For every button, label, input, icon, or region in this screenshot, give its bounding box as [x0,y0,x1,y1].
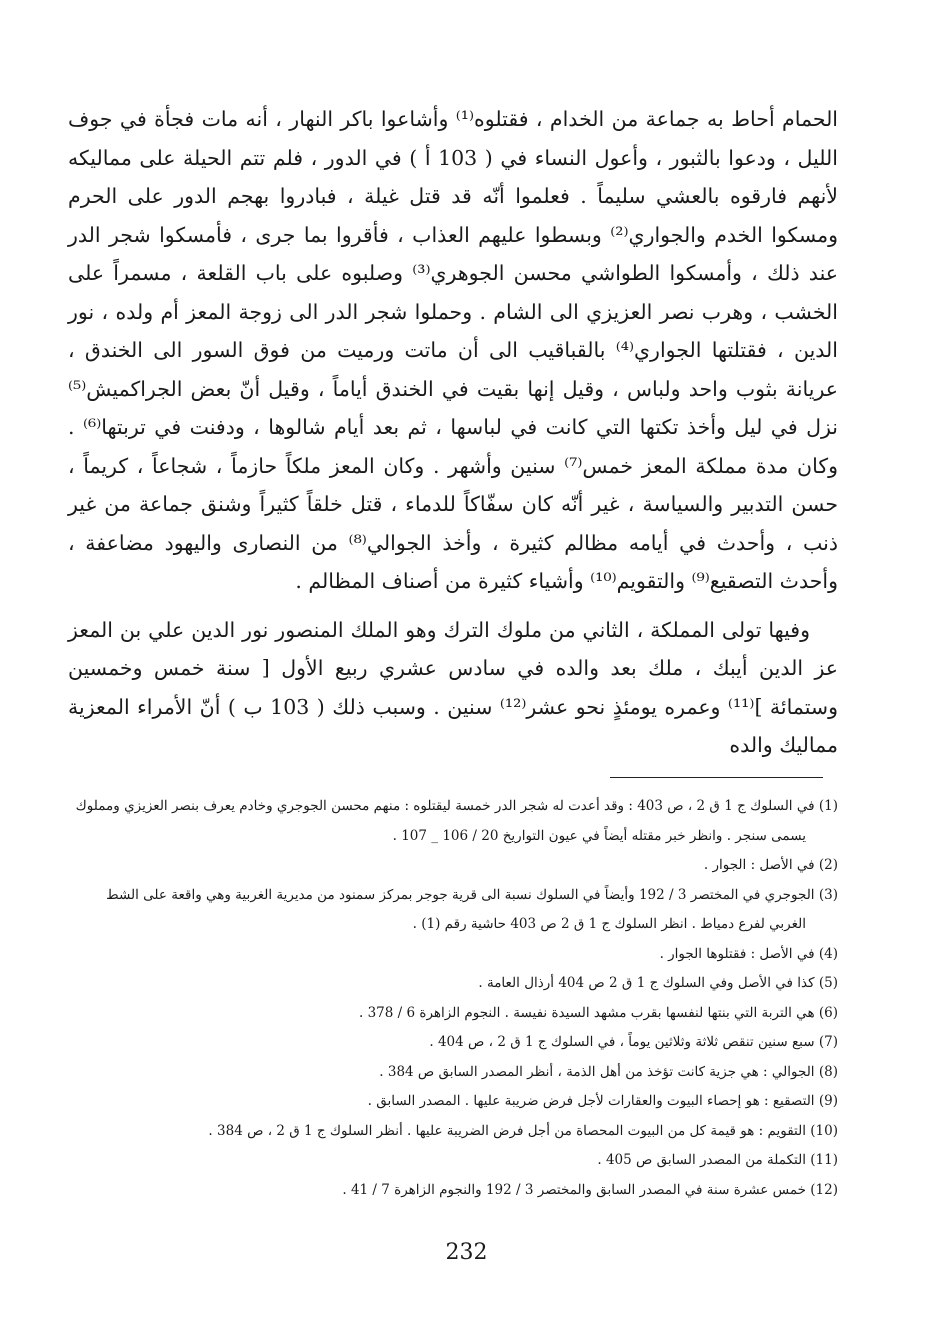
page-number: 232 [445,1240,488,1265]
footnote: (2) في الأصل : الجوار . [703,857,838,873]
footnote: (8) الجوالي : هي جزية كانت تؤخذ من أهل الذمة ، أنظر المصدر السابق ص 384 . [379,1063,838,1080]
footnote: (12) خمس عشرة سنة في المصدر السابق والمختصر 3 / 192 والنجوم الزاهرة 7 / 41 . [342,1181,838,1198]
footnote: (1) في السلوك ج 1 ق 2 ، ص 403 : وقد أعدت له شجر الدر خمسة ليقتلوه : منهم محسن الجوجري وخادم يعرف بنصر العزيزي ومملوك يسمى سنجر . وانظر خبر مقتله أيضاً في عيون التواريخ 20 / 106 _ 107 . [75,798,838,844]
footnote: (6) هي التربة التي بنتها لنفسها بقرب مشهد السيدة نفيسة . النجوم الزاهرة 6 / 378 . [358,1004,838,1021]
footnote: (3) الجوجري في المختصر 3 / 192 وأيضاً في السلوك نسبة الى قرية جوجر بمركز سمنود من مديرية الغربية وهي واقعة على الشط الغربي لفرع دمياط . انظر السلوك ج 1 ق 2 ص 403 حاشية رقم (1) . [106,886,838,932]
footnote: (5) كذا في الأصل وفي السلوك ج 1 ق 2 ص 404 أرذال العامة . [478,975,838,991]
footnotes-list [68,792,838,1205]
footnote: (10) التقويم : هو قيمة كل من البيوت المحصاة من أجل فرض الضريبة عليها . أنظر السلوك ج 1 ق 2 ، ص 384 . [208,1122,838,1139]
main-text [68,100,838,765]
footnote: (9) التصقيع : هو إحصاء البيوت والعقارات لأجل فرض ضريبة عليها . المصدر السابق . [367,1093,838,1109]
paragraph: الحمام أحاط به جماعة من الخدام ، فقتلوه⁽¹⁾ وأشاعوا باكر النهار ، أنه مات فجأة في جوف الليل ، ودعوا بالثبور ، وأعول النساء في ( 103 أ ) في الدور ، فلم تتم الحيلة على مماليكه لأنهم فارقوه بالعشي سليماً . فعلموا أنّه قد قتل غيلة ، فبادروا بهجم الدور على الحرم ومسكوا الخدم والجواري⁽²⁾ وبسطوا عليهم العذاب ، فأقروا بما جرى ، فأمسكوا شجر الدر عند ذلك ، وأمسكوا الطواشي محسن الجوهري⁽³⁾ وصلبوه على باب القلعة ، مسمراً على الخشب ، وهرب نصر العزيزي الى الشام . وحملوا شجر الدر الى زوجة المعز أم ولده ، نور الدين ، فقتلتها الجواري⁽⁴⁾ بالقباقيب الى أن ماتت ورميت من فوق السور الى الخندق ، عريانة بثوب واحد ولباس ، وقيل إنها بقيت في الخندق أياماً ، وقيل أنّ بعض الجراكميش⁽⁵⁾ نزل في ليل وأخذ تكتها التي كانت في لباسها ، ثم بعد أيام شالوها ، ودفنت في تربتها⁽⁶⁾ . وكان مدة مملكة المعز خمس⁽⁷⁾ سنين وأشهر . وكان المعز ملكاً حازماً ، شجاعاً ، كريماً ، حسن التدبير والسياسة ، غير أنّه كان سفّاكاً للدماء ، قتل خلقاً كثيراً وشنق جماعة من غير ذنب ، وأحدث في أيامه مظالم كثيرة ، وأخذ الجوالي⁽⁸⁾ من النصارى واليهود مضاعفة ، وأحدث التصقيع⁽⁹⁾ والتقويم⁽¹⁰⁾ وأشياء كثيرة من أصناف المظالم . [68,107,839,593]
footnote-separator [610,777,823,778]
paragraph: وفيها تولى المملكة ، الثاني من ملوك الترك وهو الملك المنصور نور الدين علي بن المعز عز الدين أيبك ، ملك بعد والده في سادس عشري ربيع الأول [ سنة خمس وخمسين وستمائة ]⁽¹¹⁾ وعمره يومئذٍ نحو عشر⁽¹²⁾ سنين . وسبب ذلك ( 103 ب ) أنّ الأمراء المعزية مماليك والده [68,617,838,757]
footnote: (7) سبع سنين تنقص ثلاثة وثلاثين يوماً ، في السلوك ج 1 ق 2 ، ص 404 . [429,1034,838,1050]
footnote: (4) في الأصل : فقتلوها الجوار . [659,945,838,962]
footnote: (11) التكملة من المصدر السابق ص 405 . [597,1152,838,1168]
